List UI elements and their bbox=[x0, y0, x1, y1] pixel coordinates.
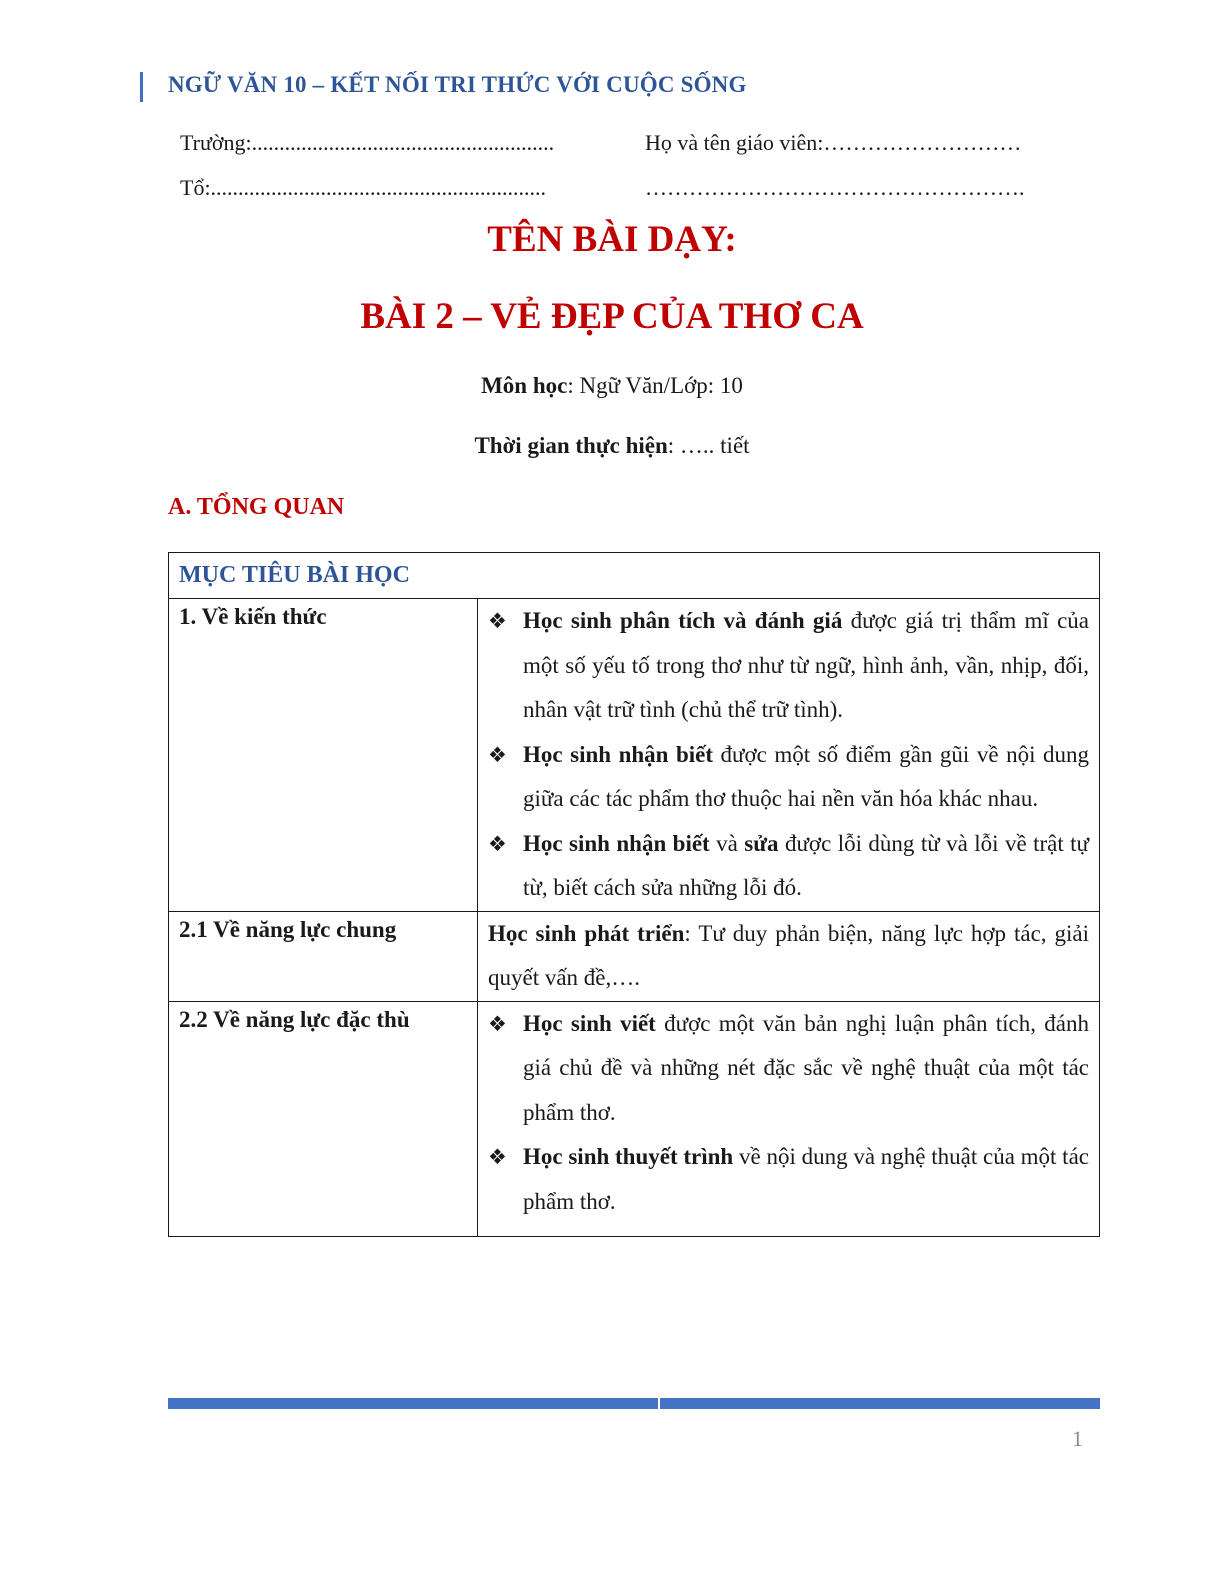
item-bold-text: Học sinh viết bbox=[523, 1010, 656, 1036]
item-text: và bbox=[709, 830, 745, 856]
table-header-row bbox=[169, 553, 1100, 599]
teacher-name-field-line2: ……………………………………………. bbox=[645, 175, 1025, 200]
diamond-bullet-icon: ❖ bbox=[488, 1011, 507, 1036]
subject-label: Môn học bbox=[481, 373, 568, 398]
list-item bbox=[488, 1002, 1089, 1136]
table-row bbox=[169, 911, 1100, 1001]
item-text: được một số điểm gần gũi về nội dung giữa các tác phẩm thơ thuộc hai nền văn hóa khác nhau. bbox=[523, 741, 1089, 811]
item-bold-text: Học sinh thuyết trình bbox=[523, 1144, 734, 1169]
header-accent-bar bbox=[140, 72, 143, 102]
duration-line bbox=[0, 433, 1224, 459]
row-content-specific-competence bbox=[478, 1001, 1100, 1237]
row-label-specific-competence: 2.2 Về năng lực đặc thù bbox=[169, 1001, 478, 1237]
item-text: được một văn bản nghị luận phân tích, đánh giá chủ đề và những nét đặc sắc về nghệ thuật của một tác phẩm thơ. bbox=[523, 1010, 1090, 1125]
duration-label: Thời gian thực hiện bbox=[474, 433, 668, 458]
row-label-general-competence: 2.1 Về năng lực chung bbox=[169, 911, 478, 1001]
objectives-table bbox=[168, 552, 1100, 1237]
item-bold-text: Học sinh nhận biết bbox=[523, 830, 710, 856]
item-bold-text: sửa bbox=[744, 830, 779, 856]
list-item bbox=[488, 1135, 1089, 1224]
row-content-general-competence bbox=[478, 911, 1100, 1001]
row-label-knowledge: 1. Về kiến thức bbox=[169, 599, 478, 912]
item-text: : Tư duy phản biện, năng lực hợp tác, giải quyết vấn đề,…. bbox=[488, 920, 1089, 990]
lesson-label: TÊN BÀI DẠY: bbox=[487, 219, 737, 260]
item-bold-text: Học sinh nhận biết bbox=[523, 741, 714, 767]
duration-value: : ….. tiết bbox=[667, 433, 750, 458]
diamond-bullet-icon: ❖ bbox=[488, 831, 507, 856]
page-number: 1 bbox=[1072, 1426, 1083, 1451]
item-text: được lỗi dùng từ và lỗi về trật tự từ, biết cách sửa những lỗi đó. bbox=[523, 830, 1089, 900]
table-row bbox=[169, 1001, 1100, 1237]
diamond-bullet-icon: ❖ bbox=[488, 742, 507, 767]
footer-divider bbox=[168, 1398, 1100, 1409]
diamond-bullet-icon: ❖ bbox=[488, 609, 507, 633]
item-text: về nội dung và nghệ thuật của một tác phẩm thơ. bbox=[523, 1144, 1089, 1214]
item-bold-text: Học sinh phân tích và đánh giá bbox=[523, 608, 843, 633]
school-field: Trường:....................................................... bbox=[180, 130, 555, 155]
table-row bbox=[169, 599, 1100, 912]
row-content-knowledge bbox=[478, 599, 1100, 912]
item-text: được giá trị thẩm mĩ của một số yếu tố trong thơ như từ ngữ, hình ảnh, vần, nhịp, đối, nhân vật trữ tình (chủ thể trữ tình). bbox=[523, 608, 1089, 722]
teacher-name-field: Họ và tên giáo viên:……………………… bbox=[645, 130, 1022, 155]
subject-line bbox=[0, 373, 1224, 399]
group-field: Tổ:............................................................. bbox=[180, 175, 547, 200]
diamond-bullet-icon: ❖ bbox=[488, 1145, 507, 1169]
subject-value: : Ngữ Văn/Lớp: 10 bbox=[567, 373, 743, 398]
list-item bbox=[488, 733, 1089, 822]
item-bold-text: Học sinh phát triển bbox=[488, 920, 685, 946]
list-item bbox=[488, 822, 1089, 911]
section-title: A. TỔNG QUAN bbox=[168, 494, 345, 520]
lesson-name: BÀI 2 – VẺ ĐẸP CỦA THƠ CA bbox=[360, 296, 864, 337]
document-header-title: NGỮ VĂN 10 – KẾT NỐI TRI THỨC VỚI CUỘC SỐNG bbox=[168, 72, 747, 97]
table-header: MỤC TIÊU BÀI HỌC bbox=[169, 553, 1100, 599]
list-item bbox=[488, 599, 1089, 733]
